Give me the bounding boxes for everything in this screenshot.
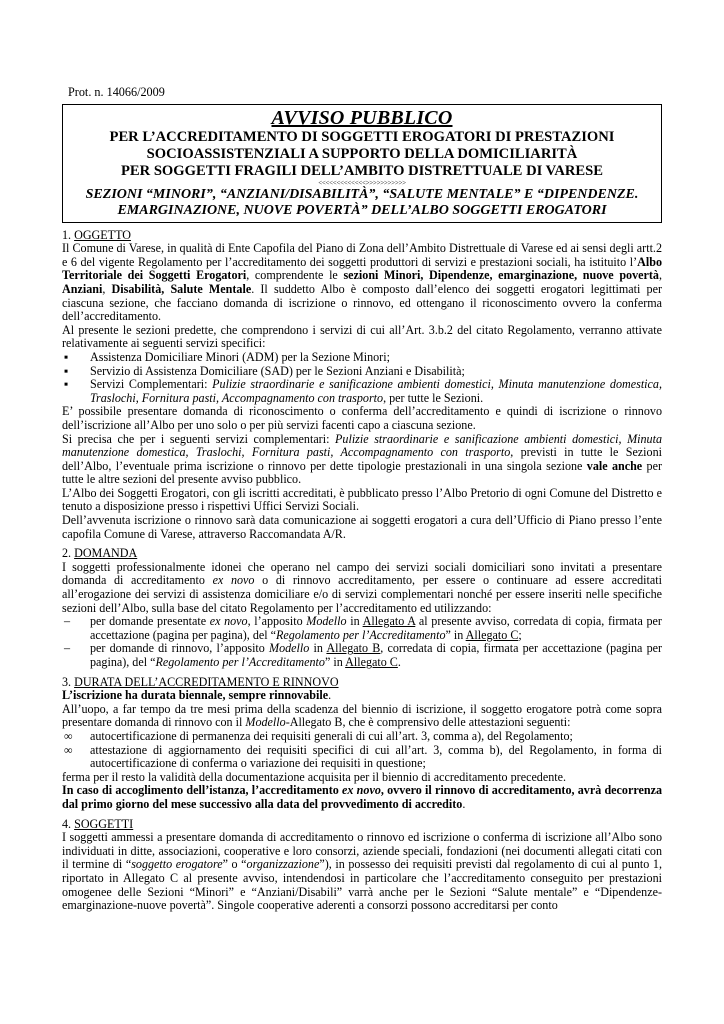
paragraph: Dell’avvenuta iscrizione o rinnovo sarà data comunicazione ai soggetti erogatori a cura dell’Ufficio di Piano presso l’ente capofila Comune di Varese, attraverso Raccomandata A/R.: [62, 513, 662, 541]
section-durata: [62, 676, 662, 812]
paragraph: Il Comune di Varese, in qualità di Ente Capofila del Piano di Zona dell’Ambito Distrettuale di Varese ed ai sensi degli artt.2 e 6 del vigente Regolamento per l’accreditamento dei soggetti produttori di servizi e prestazioni sociali, ha istituito l’Albo Territoriale dei Soggetti Erogatori, comprendente le sezioni Minori, Dipendenze, emarginazione, nuove povertà, Anziani, Disabilità, Salute Mentale. Il suddetto Albo è composto dall’elenco dei soggetti erogatori legittimati per ciascuna sezione, che facciano domanda di iscrizione o rinnovo, ed ottengano il riconoscimento ovvero la conferma dell’accreditamento.: [62, 241, 662, 324]
dash-icon: –: [64, 614, 71, 629]
list-item: ∞ attestazione di aggiornamento dei requisiti specifici di cui all’art. 3, comma b), del Regolamento, in forma di autocertificazione di conferma o variazione dei requisiti in questione;: [64, 742, 662, 771]
heading-number: 2.: [62, 546, 75, 561]
heading-text: OGGETTO: [74, 227, 131, 242]
list-item: – per domande presentate ex novo, l’apposito Modello in Allegato A al presente avviso, corredata di copia, firmata per accettazione (pagina per pagina), del “Regolamento per l’Accreditamento” in Allegato C;: [64, 614, 662, 642]
list-item: – per domande di rinnovo, l’apposito Modello in Allegato B, corredata di copia, firmata per accettazione (pagina per pagina), del “Regolamento per l’Accreditamento” in Allegato C.: [64, 641, 663, 669]
section-domanda: [62, 547, 662, 669]
subtitle-line-3: PER SOGGETTI FRAGILI DELL’AMBITO DISTRETTUALE DI VARESE: [120, 162, 603, 179]
list-item: ▪ Assistenza Domiciliare Minori (ADM) per la Sezione Minori;: [64, 349, 390, 364]
bullet-icon: ▪: [64, 363, 69, 378]
list-item: ▪ Servizi Complementari: Pulizie straordinarie e sanificazione ambienti domestici, Minuta manutenzione domestica, Traslochi, Fornitura pasti, Accompagnamento con trasporto, per tutte le Sezioni.: [64, 377, 662, 405]
heading-number: 4.: [62, 816, 75, 831]
heading-text: DURATA DELL’ACCREDITAMENTO E RINNOVO: [74, 674, 339, 689]
paragraph: L’Albo dei Soggetti Erogatori, con gli iscritti accreditati, è pubblicato presso l’Albo Pretorio di ogni Comune del Distretto e tenuto a disposizione presso i rispettivi Uffici Servizi Sociali.: [62, 485, 662, 514]
heading-number: 1.: [62, 227, 75, 242]
attestation-list: [62, 730, 662, 771]
sections-line-2: EMARGINAZIONE, NUOVE POVERTÀ” DELL’ALBO SOGGETTI EROGATORI: [117, 202, 607, 218]
paragraph: I soggetti ammessi a presentare domanda di accreditamento o rinnovo ed iscrizione o conferma di iscrizione all’Albo sono individuati in ditte, associazioni, cooperative e loro consorzi, aziende speciali, fondazioni (nei documenti allegati citati con il termine di “soggetto erogatore” o “organizzazione”), in possesso dei requisiti previsti dal regolamento di cui al punto 1, riportato in Allegato C al presente avviso, intendendosi in particolare che l’accreditamento conseguito per prestazioni omogenee delle Sezioni “Minori” e “Anziani/Disabili” varrà anche per le Sezioni “Salute mentale” e “Dipendenze-emarginazione-nuove povertà”. Singole cooperative aderenti a consorzi possono accreditarsi per conto: [62, 830, 662, 913]
paragraph: L’iscrizione ha durata biennale, sempre rinnovabile.: [62, 688, 332, 703]
paragraph: All’uopo, a far tempo da tre mesi prima della scadenza del biennio di iscrizione, il soggetto erogatore potrà come sopra presentare domanda di rinnovo con il Modello-Allegato B, che è comprensivo delle attestazioni seguenti:: [62, 701, 662, 730]
section-heading: [62, 676, 662, 690]
bullet-icon: ▪: [64, 349, 69, 364]
heading-text: DOMANDA: [74, 546, 138, 561]
service-list: [62, 351, 662, 405]
paragraph: I soggetti professionalmente idonei che operano nel campo dei servizi sociali domiciliari sono invitati a presentare domanda di accreditamento ex novo o di rinnovo accreditamento, per essere o continuare ad essere accreditati all’erogazione dei servizi di assistenza domiciliare e/o di servizi complementari nonché per essere inseriti nelle specifiche sezioni dell’Albo, sulla base del citato Regolamento per l’accreditamento ed utilizzando:: [62, 559, 662, 615]
document-title: AVVISO PUBBLICO: [271, 106, 453, 129]
infinity-icon: ∞: [64, 728, 73, 743]
section-soggetti: [62, 818, 662, 913]
heading-text: SOGGETTI: [74, 816, 134, 831]
list-item: ▪ Servizio di Assistenza Domiciliare (SAD) per le Sezioni Anziani e Disabilità;: [64, 363, 465, 378]
paragraph: In caso di accoglimento dell’istanza, l’accreditamento ex novo, ovvero il rinnovo di accreditamento, avrà decorrenza dal primo giorno del mese successivo alla data del provvedimento di accredito.: [62, 783, 662, 811]
subtitle-line-2: SOCIOASSISTENZIALI A SUPPORTO DELLA DOMICILIARITÀ: [146, 145, 578, 162]
bullet-icon: ▪: [64, 377, 69, 392]
paragraph: Si precisa che per i seguenti servizi complementari: Pulizie straordinarie e sanificazione ambienti domestici, Minuta manutenzione domestica, Traslochi, Fornitura pasti, Accompagnamento con trasporto, previsti in tutte le Sezioni dell’Albo, l’eventuale prima iscrizione o rinnovo per dette tipologie prestazionali in una singola sezione vale anche per tutte le altre sezioni del presente avviso pubblico.: [62, 431, 663, 487]
section-oggetto: [62, 229, 662, 542]
protocol-number: Prot. n. 14066/2009: [68, 85, 165, 99]
sections-line-1: SEZIONI “MINORI”, “ANZIANI/DISABILITÀ”, “SALUTE MENTALE” E “DIPENDENZE.: [85, 186, 639, 202]
paragraph: Al presente le sezioni predette, che comprendono i servizi di cui all’Art. 3.b.2 del citato Regolamento, verranno attivate relativamente ai seguenti servizi specifici:: [62, 322, 662, 351]
title-box: [62, 104, 662, 223]
list-item: ∞ autocertificazione di permanenza dei requisiti generali di cui all’art. 3, comma a), del Regolamento;: [64, 728, 573, 743]
section-heading: [62, 547, 662, 561]
subtitle-line-1: PER L’ACCREDITAMENTO DI SOGGETTI EROGATORI DI PRESTAZIONI: [109, 128, 615, 145]
dash-icon: –: [64, 641, 71, 656]
paragraph: ferma per il resto la validità della documentazione acquisita per il biennio di accreditamento precedente.: [62, 769, 567, 784]
section-heading: [62, 229, 662, 243]
infinity-icon: ∞: [64, 742, 73, 757]
document-page: [62, 86, 662, 913]
separator: <<<<<<<<<<<<<>>>>>>>>>>>: [318, 178, 406, 187]
section-heading: [62, 818, 662, 832]
dash-list: [62, 615, 662, 669]
paragraph: E’ possibile presentare domanda di riconoscimento o conferma dell’accreditamento e quindi di iscrizione o rinnovo dell’iscrizione all’Albo per uno solo o per più servizi facenti capo a ciascuna sezione.: [62, 404, 662, 432]
heading-number: 3.: [62, 674, 75, 689]
